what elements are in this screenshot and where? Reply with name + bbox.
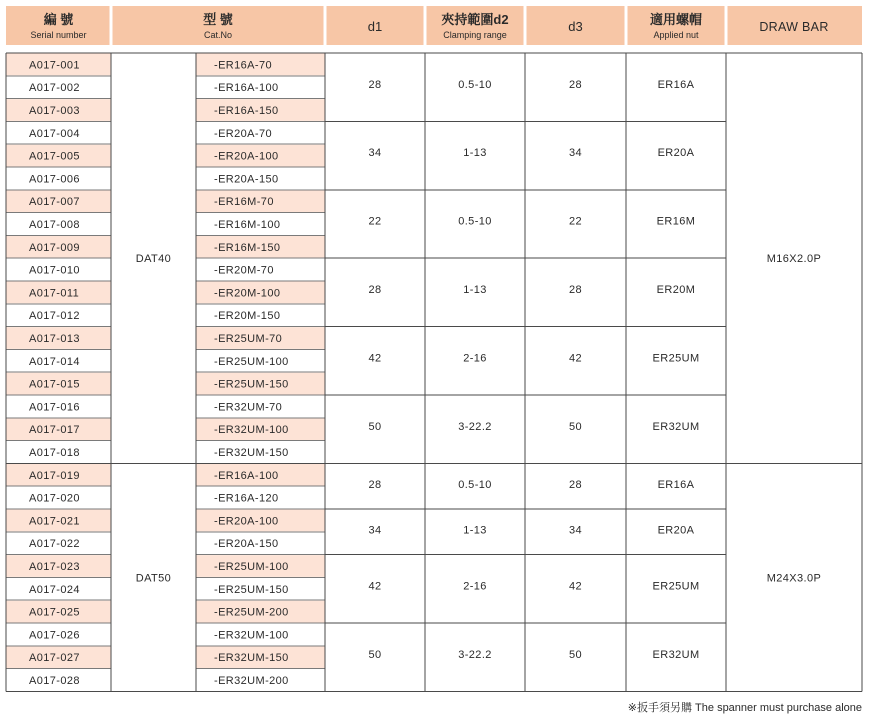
d3-cell: 28 bbox=[568, 78, 583, 91]
model-cell: DAT40 bbox=[135, 253, 172, 266]
catno-cell: -ER16A-100 bbox=[214, 82, 279, 95]
serial-cell: A017-010 bbox=[29, 264, 80, 277]
d1-cell: 50 bbox=[368, 420, 382, 433]
serial-cell: A017-024 bbox=[29, 583, 80, 596]
drawbar-cell: M16X2.0P bbox=[766, 253, 822, 266]
clamp-cell: 1-13 bbox=[463, 524, 487, 537]
clamp-cell: 3-22.2 bbox=[458, 420, 492, 433]
nut-cell: ER20M bbox=[656, 283, 696, 296]
serial-cell: A017-012 bbox=[29, 310, 80, 323]
serial-cell: A017-013 bbox=[29, 333, 80, 345]
serial-cell: A017-011 bbox=[29, 287, 80, 300]
serial-cell: A017-028 bbox=[29, 675, 80, 687]
d3-cell: 50 bbox=[568, 648, 583, 661]
nut-cell: ER16A bbox=[657, 78, 695, 91]
catno-cell: -ER25UM-70 bbox=[214, 333, 283, 345]
serial-cell: A017-021 bbox=[29, 515, 80, 528]
header-catno-zh: 型 號 bbox=[203, 12, 233, 27]
catno-cell: -ER16A-120 bbox=[214, 492, 279, 505]
catno-cell: -ER20A-70 bbox=[214, 127, 273, 140]
serial-cell: A017-014 bbox=[29, 355, 80, 368]
serial-cell: A017-008 bbox=[29, 219, 80, 231]
serial-cell: A017-022 bbox=[29, 538, 80, 551]
catno-cell: -ER32UM-200 bbox=[214, 675, 289, 687]
nut-cell: ER20A bbox=[657, 147, 695, 160]
d3-cell: 42 bbox=[568, 352, 583, 365]
catno-cell: -ER20M-70 bbox=[214, 264, 274, 277]
clamp-cell: 0.5-10 bbox=[458, 478, 492, 491]
catno-cell: -ER32UM-100 bbox=[214, 424, 289, 437]
header-catno-en: Cat.No bbox=[203, 30, 233, 40]
header-clamp-en: Clamping range bbox=[443, 30, 507, 40]
serial-cell: A017-016 bbox=[29, 401, 80, 414]
d3-cell: 28 bbox=[568, 283, 583, 296]
clamp-cell: 1-13 bbox=[463, 283, 487, 296]
catno-cell: -ER16A-150 bbox=[214, 105, 279, 117]
nut-cell: ER16M bbox=[656, 215, 696, 228]
header-merge-fill bbox=[195, 6, 198, 45]
catno-cell: -ER20A-150 bbox=[214, 173, 279, 186]
clamp-cell: 0.5-10 bbox=[458, 215, 492, 228]
d3-cell: 22 bbox=[568, 215, 583, 228]
nut-cell: ER25UM bbox=[652, 580, 700, 593]
serial-cell: A017-020 bbox=[29, 492, 80, 505]
header-drawbar: DRAW BAR bbox=[759, 20, 829, 34]
catno-cell: -ER25UM-100 bbox=[214, 355, 289, 368]
serial-cell: A017-009 bbox=[29, 241, 80, 254]
nut-cell: ER32UM bbox=[652, 420, 700, 433]
clamp-cell: 0.5-10 bbox=[458, 78, 492, 91]
d1-cell: 28 bbox=[368, 283, 382, 296]
d1-cell: 50 bbox=[368, 648, 382, 661]
d3-cell: 50 bbox=[568, 420, 583, 433]
catno-cell: -ER25UM-200 bbox=[214, 606, 289, 619]
nut-cell: ER25UM bbox=[652, 352, 700, 365]
catno-cell: -ER25UM-100 bbox=[214, 561, 289, 573]
footnote: ※扳手須另購 The spanner must purchase alone bbox=[627, 702, 862, 714]
serial-cell: A017-004 bbox=[29, 127, 80, 140]
d1-cell: 34 bbox=[368, 147, 382, 160]
header-serial-en: Serial number bbox=[30, 30, 87, 40]
table-header bbox=[6, 6, 862, 45]
clamp-cell: 1-13 bbox=[463, 147, 487, 160]
catno-cell: -ER20A-100 bbox=[214, 150, 279, 163]
d1-cell: 22 bbox=[368, 215, 382, 228]
header-serial-zh: 編 號 bbox=[43, 12, 74, 27]
catno-cell: -ER16M-150 bbox=[214, 241, 281, 254]
header-d3: d3 bbox=[568, 19, 583, 34]
header-cell-bg bbox=[113, 6, 195, 45]
catno-cell: -ER16A-70 bbox=[214, 59, 273, 72]
serial-cell: A017-018 bbox=[29, 447, 80, 459]
d1-cell: 28 bbox=[368, 478, 382, 491]
d1-cell: 42 bbox=[368, 580, 382, 593]
catno-cell: -ER32UM-150 bbox=[214, 447, 289, 459]
serial-cell: A017-015 bbox=[29, 378, 80, 391]
serial-cell: A017-017 bbox=[29, 424, 80, 437]
serial-cell: A017-006 bbox=[29, 173, 80, 186]
nut-cell: ER32UM bbox=[652, 648, 700, 661]
catno-cell: -ER16M-100 bbox=[214, 219, 281, 231]
catno-cell: -ER20A-150 bbox=[214, 538, 279, 551]
d3-cell: 42 bbox=[568, 580, 583, 593]
header-nut-en: Applied nut bbox=[653, 30, 699, 40]
catno-cell: -ER32UM-150 bbox=[214, 652, 289, 665]
header-nut-zh: 適用螺帽 bbox=[649, 12, 703, 27]
catno-cell: -ER20A-100 bbox=[214, 515, 279, 528]
d3-cell: 28 bbox=[568, 478, 583, 491]
clamp-cell: 3-22.2 bbox=[458, 648, 492, 661]
catno-cell: -ER32UM-70 bbox=[214, 401, 283, 414]
d1-cell: 42 bbox=[368, 352, 382, 365]
serial-cell: A017-027 bbox=[29, 652, 80, 665]
nut-cell: ER20A bbox=[657, 524, 695, 537]
catno-cell: -ER20M-100 bbox=[214, 287, 281, 300]
catno-cell: -ER16M-70 bbox=[214, 196, 274, 209]
catno-cell: -ER16A-100 bbox=[214, 469, 279, 482]
model-cell: DAT50 bbox=[135, 572, 172, 585]
header-clamp-zh: 夾持範圍d2 bbox=[441, 12, 509, 27]
serial-cell: A017-003 bbox=[29, 105, 80, 117]
serial-cell: A017-007 bbox=[29, 196, 80, 209]
clamp-cell: 2-16 bbox=[463, 580, 487, 593]
clamp-cell: 2-16 bbox=[463, 352, 487, 365]
d3-cell: 34 bbox=[568, 147, 583, 160]
catno-cell: -ER25UM-150 bbox=[214, 583, 289, 596]
catno-cell: -ER25UM-150 bbox=[214, 378, 289, 391]
serial-cell: A017-002 bbox=[29, 82, 80, 95]
serial-cell: A017-005 bbox=[29, 150, 80, 163]
catno-cell: -ER20M-150 bbox=[214, 310, 281, 323]
header-d1: d1 bbox=[367, 19, 383, 34]
d3-cell: 34 bbox=[568, 524, 583, 537]
d1-cell: 34 bbox=[368, 524, 382, 537]
serial-cell: A017-025 bbox=[29, 606, 80, 619]
drawbar-cell: M24X3.0P bbox=[766, 572, 822, 585]
nut-cell: ER16A bbox=[657, 478, 695, 491]
serial-cell: A017-001 bbox=[29, 59, 80, 72]
catno-cell: -ER32UM-100 bbox=[214, 629, 289, 642]
serial-cell: A017-026 bbox=[29, 629, 80, 642]
grid-lines bbox=[6, 53, 862, 691]
d1-cell: 28 bbox=[368, 78, 382, 91]
serial-cell: A017-019 bbox=[29, 469, 80, 482]
serial-cell: A017-023 bbox=[29, 561, 80, 573]
